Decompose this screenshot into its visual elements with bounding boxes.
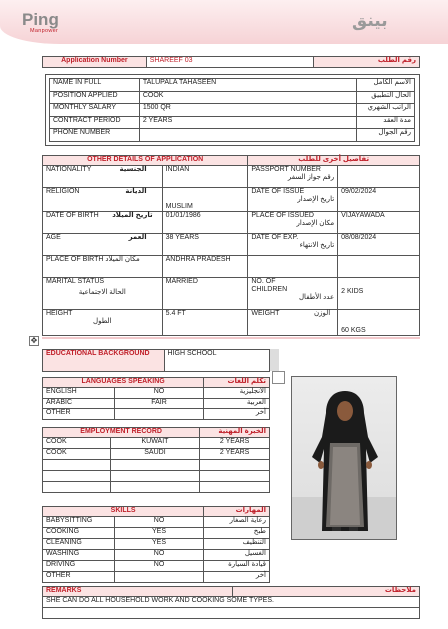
skill-label-ar: الغسيل — [204, 550, 270, 561]
detail-label-ar: الديانة — [125, 188, 147, 195]
personal-label: NAME IN FULL — [50, 79, 140, 92]
logo-subtitle: Manpower — [30, 28, 59, 34]
personal-label: CONTRACT PERIOD — [50, 116, 140, 129]
skill-label: OTHER — [43, 572, 115, 583]
detail-label: HEIGHT — [46, 310, 73, 317]
detail-label-ar: الطول — [93, 318, 112, 325]
other-details-title-ar: تفاصيل أخرى للطلب — [248, 156, 420, 166]
employment-position: COOK — [43, 438, 111, 449]
skill-label: BABYSITTING — [43, 517, 115, 528]
skill-label: DRIVING — [43, 561, 115, 572]
remarks-label-ar: ملاحظات — [232, 587, 420, 597]
skill-label-ar: طبخ — [204, 528, 270, 539]
employment-country — [110, 482, 200, 493]
move-icon[interactable]: ✥ — [30, 336, 38, 345]
logo-en — [22, 10, 59, 34]
skill-label-ar: رعاية الصغار — [204, 517, 270, 528]
detail-value: MUSLIM — [162, 188, 248, 212]
detail-label-ar: العمر — [128, 234, 147, 241]
detail-label: NO. OF CHILDREN — [251, 278, 288, 293]
remarks-table — [42, 586, 420, 619]
employment-position — [43, 460, 111, 471]
personal-value: 1500 QR — [139, 104, 356, 117]
app-number-label: Application Number — [43, 57, 147, 68]
employment-country: SAUDI — [110, 449, 200, 460]
personal-value: TALUPALA TAHASEEN — [139, 79, 356, 92]
detail-value: ANDHRA PRADESH — [162, 256, 248, 278]
detail-label: RELIGION — [46, 188, 80, 195]
employment-period — [200, 482, 270, 493]
employment-country — [110, 460, 200, 471]
employment-country — [110, 471, 200, 482]
detail-value: 38 YEARS — [162, 234, 248, 256]
other-details-table — [42, 155, 420, 336]
detail-value — [338, 166, 420, 188]
detail-label-ar: مكان الإصدار — [296, 220, 335, 227]
languages-title-ar: تكلم اللغات — [204, 378, 270, 388]
detail-value: INDIAN — [162, 166, 248, 188]
detail-value: 5.4 FT — [162, 310, 248, 336]
employment-period: 2 YEARS — [200, 449, 270, 460]
application-number-table — [42, 56, 420, 68]
language-value: FAIR — [114, 398, 203, 409]
skill-label-ar: التنظيف — [204, 539, 270, 550]
employment-table — [42, 427, 270, 493]
detail-value: 08/08/2024 — [338, 234, 420, 256]
detail-value: 60 KGS — [338, 310, 420, 336]
remarks-label: REMARKS — [43, 587, 233, 597]
employment-title-ar: الخبرة المهنية — [200, 428, 270, 438]
detail-label-ar: رقم جواز السفر — [287, 174, 335, 181]
skills-title: SKILLS — [43, 507, 204, 517]
personal-label-ar: الحال التطبيق — [357, 91, 415, 104]
languages-title: LANGUAGES SPEAKING — [43, 378, 204, 388]
detail-label-ar: تاريخ الإصدار — [297, 196, 335, 203]
language-label-ar: آخر — [204, 409, 270, 420]
skill-value: NO — [114, 517, 203, 528]
skill-value: YES — [114, 539, 203, 550]
education-value: HIGH SCHOOL — [164, 350, 269, 372]
applicant-photo — [291, 376, 397, 540]
language-value: NO — [114, 388, 203, 399]
detail-label-ar: الوزن — [313, 310, 331, 317]
employment-position — [43, 482, 111, 493]
skill-value — [114, 572, 203, 583]
detail-label-ar: عدد الأطفال — [298, 294, 335, 301]
personal-value — [139, 129, 356, 142]
personal-label: POSITION APPLIED — [50, 91, 140, 104]
detail-value: 2 KIDS — [338, 278, 420, 310]
logo-text: Ping — [22, 10, 59, 29]
remarks-value: SHE CAN DO ALL HOUSEHOLD WORK AND COOKING SOME TYPES. — [43, 597, 420, 608]
photo-figure — [292, 377, 397, 540]
detail-label: PLACE OF ISSUED — [251, 212, 314, 219]
detail-label-ar: الحالة الاجتماعية — [78, 289, 126, 296]
skill-label-ar: قيادة السيارة — [204, 561, 270, 572]
personal-label: MONTHLY SALARY — [50, 104, 140, 117]
personal-label-ar: الراتب الشهري — [357, 104, 415, 117]
app-number-label-ar: رقم الطلب — [314, 57, 420, 68]
personal-label-ar: الاسم الكامل — [357, 79, 415, 92]
personal-label-ar: رقم الجوال — [357, 129, 415, 142]
detail-label-ar: مكان الميلاد — [105, 256, 140, 263]
language-label: ENGLISH — [43, 388, 115, 399]
detail-value: MARRIED — [162, 278, 248, 310]
detail-label-ar: الجنسية — [119, 166, 147, 173]
skills-title-ar: المهارات — [204, 507, 270, 517]
detail-label-ar: تاريخ الانتهاء — [299, 242, 335, 249]
skill-label-ar: آخر — [204, 572, 270, 583]
employment-period — [200, 460, 270, 471]
employment-period — [200, 471, 270, 482]
skill-label: COOKING — [43, 528, 115, 539]
language-label: OTHER — [43, 409, 115, 420]
skill-value: YES — [114, 528, 203, 539]
education-side-band — [270, 349, 279, 371]
detail-value — [338, 256, 420, 278]
detail-label: PASSPORT NUMBER — [251, 166, 321, 173]
detail-label: MARITAL STATUS — [46, 278, 105, 285]
languages-table — [42, 377, 270, 420]
skill-label: WASHING — [43, 550, 115, 561]
language-value — [114, 409, 203, 420]
personal-table — [49, 78, 415, 142]
language-label: ARABIC — [43, 398, 115, 409]
personal-label: PHONE NUMBER — [50, 129, 140, 142]
detail-label: DATE OF ISSUE — [251, 188, 305, 195]
skill-label: CLEANING — [43, 539, 115, 550]
employment-title: EMPLOYMENT RECORD — [43, 428, 200, 438]
personal-value: COOK — [139, 91, 356, 104]
remarks-empty-row — [43, 608, 420, 619]
employment-position — [43, 471, 111, 482]
language-label-ar: العربية — [204, 398, 270, 409]
detail-label: WEIGHT — [251, 310, 280, 317]
education-table — [42, 349, 270, 372]
detail-value: VIJAYAWADA — [338, 212, 420, 234]
skill-value: NO — [114, 550, 203, 561]
photo-anchor — [272, 371, 285, 384]
skill-value: NO — [114, 561, 203, 572]
detail-label-ar: تاريخ الميلاد — [112, 212, 153, 219]
detail-bottom-band — [42, 337, 420, 339]
logo-ar — [352, 11, 388, 31]
detail-label: PLACE OF BIRTH — [46, 256, 104, 263]
language-label-ar: الانجليزية — [204, 388, 270, 399]
detail-label: DATE OF EXP. — [251, 234, 299, 241]
personal-label-ar: مدة العقد — [357, 116, 415, 129]
employment-position: COOK — [43, 449, 111, 460]
detail-value: 01/01/1986 — [162, 212, 248, 234]
other-details-title: OTHER DETAILS OF APPLICATION — [43, 156, 248, 166]
detail-label: DATE OF BIRTH — [46, 212, 99, 219]
logo-ar-text: بينق — [352, 11, 388, 30]
app-number-value: SHAREEF 03 — [146, 57, 314, 68]
detail-label: AGE — [46, 234, 61, 241]
employment-period: 2 YEARS — [200, 438, 270, 449]
skills-table — [42, 506, 270, 583]
personal-value: 2 YEARS — [139, 116, 356, 129]
education-label: EDUCATIONAL BACKGROUND — [43, 350, 165, 372]
detail-label: NATIONALITY — [46, 166, 92, 173]
detail-value: 09/02/2024 — [338, 188, 420, 212]
detail-label — [248, 256, 338, 278]
employment-country: KUWAIT — [110, 438, 200, 449]
